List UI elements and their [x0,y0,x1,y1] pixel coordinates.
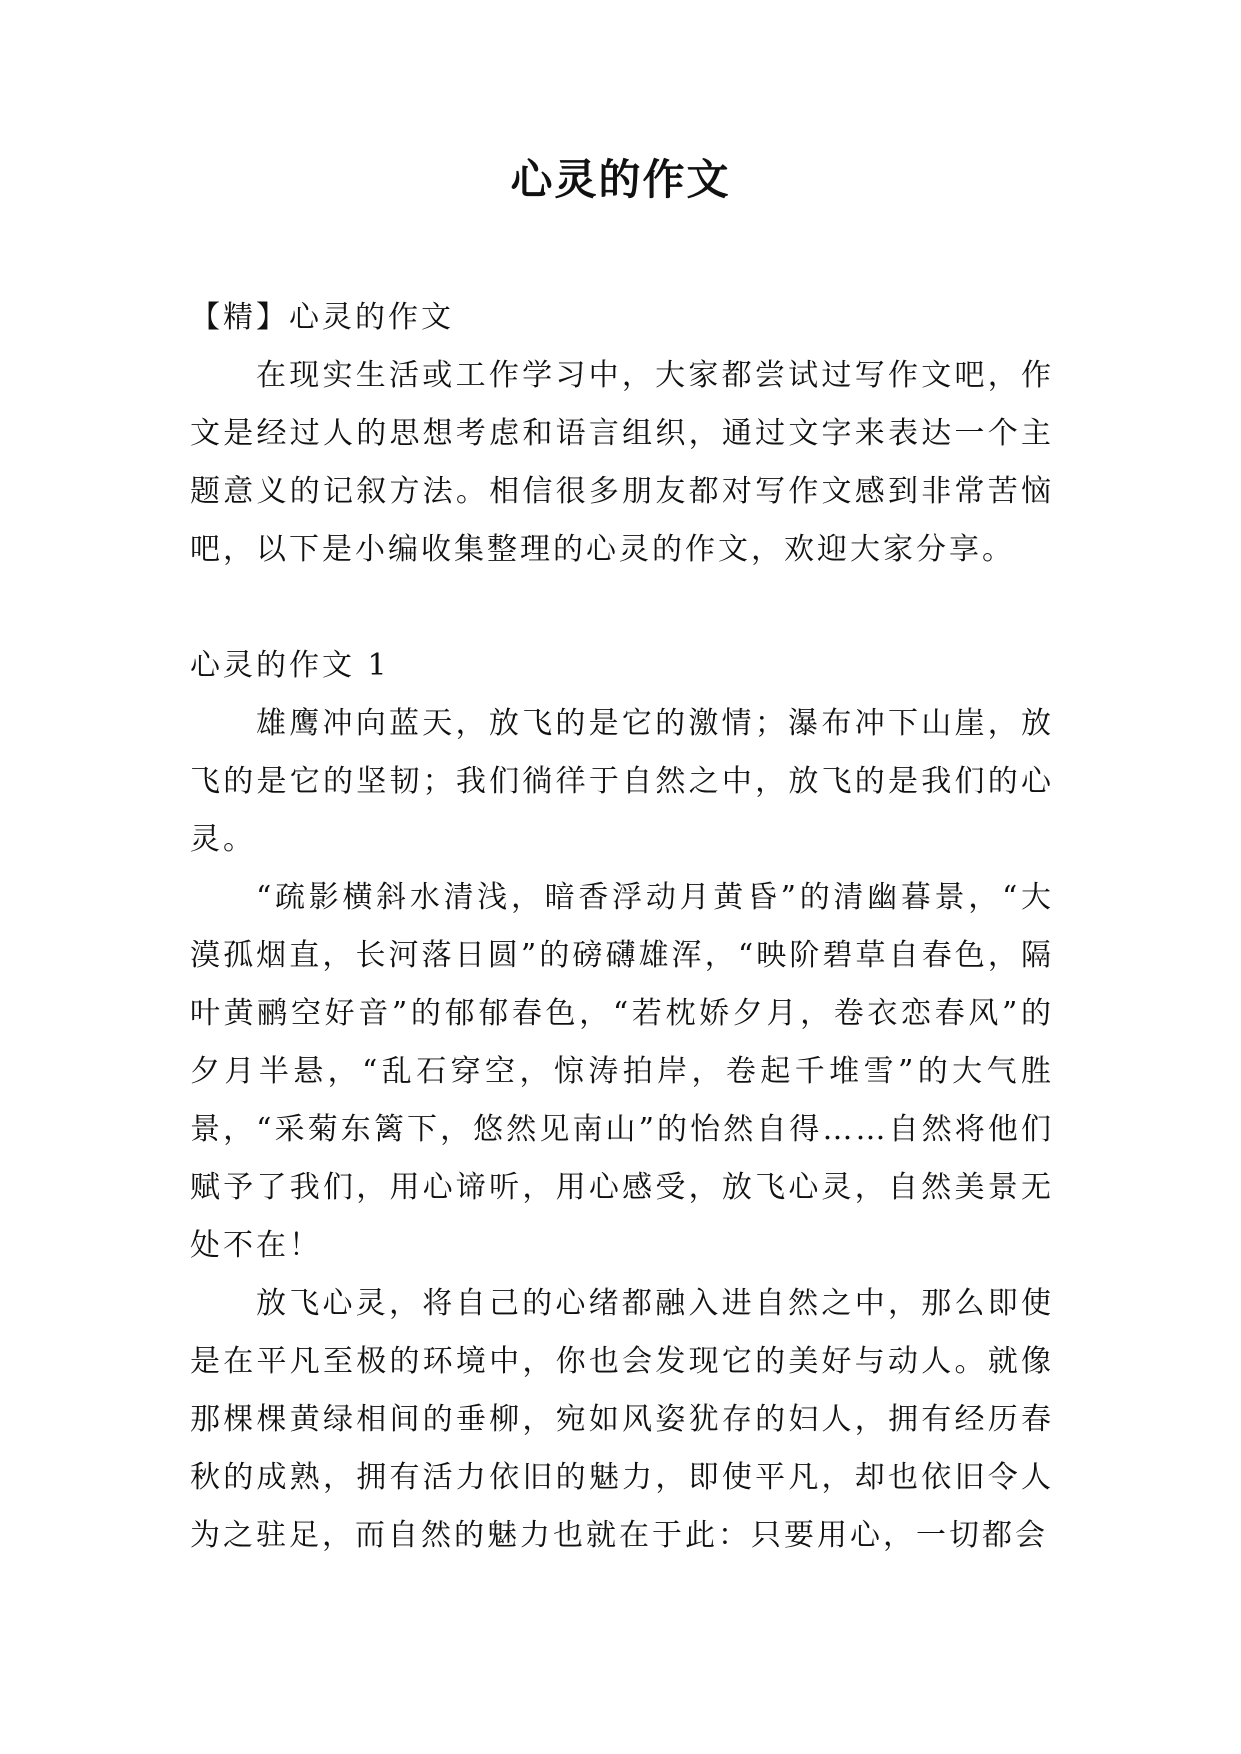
intro-paragraph: 在现实生活或工作学习中，大家都尝试过写作文吧，作文是经过人的思想考虑和语言组织，通过文字来表达一个主题意义的记叙方法。相信很多朋友都对写作文感到非常苦恼吧，以下是小编收集整理的心灵的作文，欢迎大家分享。 [190,358,1054,567]
intro-heading: 【精】心灵的作文 [190,300,454,335]
body-paragraph-2: “疏影横斜水清浅，暗香浮动月黄昏”的清幽暮景，“大漠孤烟直，长河落日圆”的磅礴雄浑，“映阶碧草自春色，隔叶黄鹂空好音”的郁郁春色，“若枕娇夕月，卷衣恋春风”的夕月半悬，“乱石穿空，惊涛拍岸，卷起千堆雪”的大气胜景，“采菊东篱下，悠然见南山”的怡然自得……自然将他们赋予了我们，用心谛听，用心感受，放飞心灵，自然美景无处不在！ [190,880,1054,1263]
document-title: 心灵的作文 [510,155,731,204]
body-paragraph-3: 放飞心灵，将自己的心绪都融入进自然之中，那么即使是在平凡至极的环境中，你也会发现它的美好与动人。就像那棵棵黄绿相间的垂柳，宛如风姿犹存的妇人，拥有经历春秋的成熟，拥有活力依旧的魅力，即使平凡，却也依旧令人为之驻足，而自然的魅力也就在于此：只要用心，一切都会 [190,1286,1054,1553]
section-heading: 心灵的作文 1 [190,648,390,683]
document-body [190,289,1054,1565]
section-spacer [190,579,1054,637]
body-paragraph-1: 雄鹰冲向蓝天，放飞的是它的激情；瀑布冲下山崖，放飞的是它的坚韧；我们徜徉于自然之中，放飞的是我们的心灵。 [190,706,1054,857]
